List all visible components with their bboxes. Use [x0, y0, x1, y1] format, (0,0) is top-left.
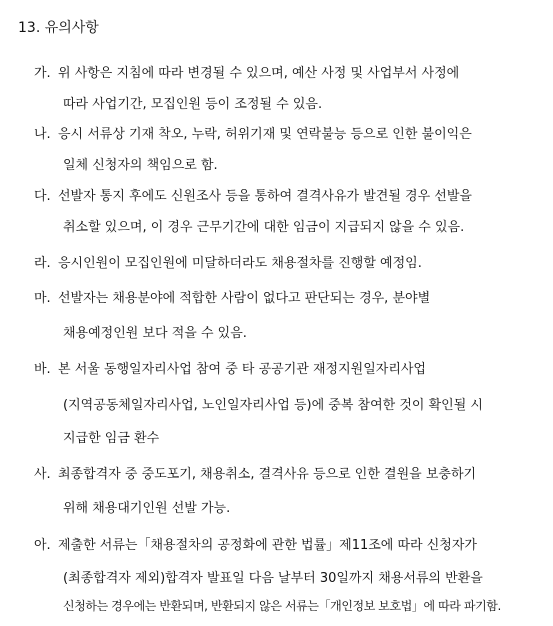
section-heading: 유의사항	[44, 20, 99, 36]
item-a-line-1: 제출한 서류는「채용절차의 공정화에 관한 법률」제11조에 따라 신청자가	[58, 538, 477, 553]
item-a-line-2: (최종합격자 제외)합격자 발표일 다음 날부터 30일까지 채용서류의 반환을	[63, 571, 483, 586]
item-marker-ma: 마.	[34, 291, 51, 306]
section-title	[18, 19, 99, 37]
item-ga-line-2: 따라 사업기간, 모집인원 등이 조정될 수 있음.	[63, 97, 323, 112]
item-a-line-3: 신청하는 경우에는 반환되며, 반환되지 않은 서류는「개인정보 보호법」에 따라 파기함.	[63, 599, 501, 613]
item-marker-ga: 가.	[34, 66, 51, 81]
item-na-line-1: 응시 서류상 기재 착오, 누락, 허위기재 및 연락불능 등으로 인한 불이익은	[58, 127, 472, 142]
item-ba-line-1: 본 서울 동행일자리사업 참여 중 타 공공기관 재정지원일자리사업	[58, 362, 426, 377]
item-da-line-2: 취소할 있으며, 이 경우 근무기간에 대한 임금이 지급되지 않을 수 있음.	[63, 220, 465, 235]
item-ra-line-1: 응시인원이 모집인원에 미달하더라도 채용절차를 진행할 예정임.	[58, 256, 422, 271]
item-sa-line-2: 위해 채용대기인원 선발 가능.	[63, 501, 231, 516]
item-marker-a: 아.	[34, 538, 51, 553]
item-marker-ba: 바.	[34, 362, 51, 377]
item-marker-da: 다.	[34, 189, 51, 204]
item-sa-line-1: 최종합격자 중 중도포기, 채용취소, 결격사유 등으로 인한 결원을 보충하기	[58, 467, 477, 482]
section-number: 13.	[18, 20, 41, 36]
item-ma-line-1: 선발자는 채용분야에 적합한 사람이 없다고 판단되는 경우, 분야별	[58, 291, 431, 306]
item-ma-line-2: 채용예정인원 보다 적을 수 있음.	[63, 326, 247, 341]
item-da-line-1: 선발자 통지 후에도 신원조사 등을 통하여 결격사유가 발견될 경우 선발을	[58, 189, 472, 204]
item-ba-line-2: (지역공동체일자리사업, 노인일자리사업 등)에 중복 참여한 것이 확인될 시	[63, 398, 483, 413]
item-na-line-2: 일체 신청자의 책임으로 함.	[63, 158, 218, 173]
item-marker-ra: 라.	[34, 256, 51, 271]
item-ba-line-3: 지급한 임금 환수	[63, 431, 160, 446]
item-marker-sa: 사.	[34, 467, 51, 482]
item-marker-na: 나.	[34, 127, 51, 142]
item-ga-line-1: 위 사항은 지침에 따라 변경될 수 있으며, 예산 사정 및 사업부서 사정에	[58, 66, 460, 81]
